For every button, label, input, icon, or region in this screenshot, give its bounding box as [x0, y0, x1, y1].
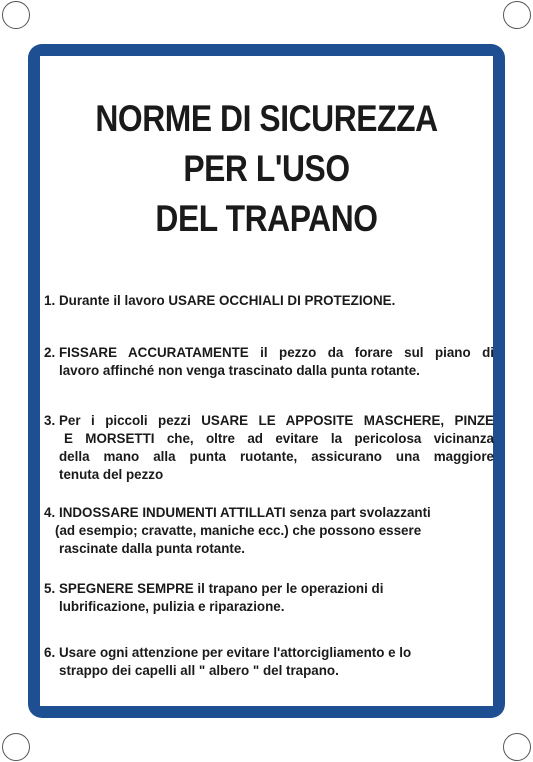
rule-number: 1. — [44, 293, 56, 308]
title-line-1: NORME DI SICUREZZA — [95, 98, 438, 139]
rule-text-line: SPEGNERE SEMPRE il trapano per le operazioni di — [59, 581, 384, 596]
mounting-hole-top-left — [2, 1, 30, 29]
rule-text-line: lubrificazione, pulizia e riparazione. — [59, 599, 285, 614]
rule-item-4 — [44, 504, 494, 558]
rule-number: 6. — [44, 645, 56, 660]
rule-item-1 — [44, 292, 494, 310]
rule-text-line: lavoro affinché non venga trascinato dalla punta rotante. — [59, 363, 420, 378]
rule-number: 2. — [44, 345, 56, 360]
mounting-hole-bottom-left — [2, 733, 30, 761]
rule-text-line: rascinate dalla punta rotante. — [59, 541, 246, 556]
rule-item-5 — [44, 580, 494, 616]
rule-text-line: strappo dei capelli all " albero " del trapano. — [59, 663, 339, 678]
rule-text-line: E MORSETTI che, oltre ad evitare la pericolosa vicinanza — [64, 431, 494, 446]
rule-text-line: FISSARE ACCURATAMENTE il pezzo da forare sul piano di — [59, 345, 494, 360]
title-line-2: PER L'USO — [183, 148, 350, 189]
sign-frame — [28, 44, 505, 718]
rule-item-6 — [44, 644, 494, 680]
rule-text-line: Durante il lavoro USARE OCCHIALI DI PROTEZIONE. — [59, 293, 396, 308]
rule-number: 5. — [44, 581, 56, 596]
title-line-3: DEL TRAPANO — [155, 198, 378, 239]
rule-number: 4. — [44, 505, 56, 520]
mounting-hole-bottom-right — [503, 733, 531, 761]
mounting-hole-top-right — [503, 1, 531, 29]
sign-title — [72, 94, 462, 244]
rule-item-2 — [44, 344, 494, 380]
rule-item-3 — [44, 412, 494, 484]
rule-text-line: Usare ogni attenzione per evitare l'attorcigliamento e lo — [59, 645, 412, 660]
rule-text-line: della mano alla punta ruotante, assicurano una maggiore — [59, 449, 494, 464]
rule-text-line: Per i piccoli pezzi USARE LE APPOSITE MASCHERE, PINZE — [59, 413, 494, 428]
sign-panel — [40, 56, 493, 706]
rule-text-line: (ad esempio; cravatte, maniche ecc.) che possono essere — [55, 523, 422, 538]
rule-number: 3. — [44, 413, 56, 428]
rule-text-line: INDOSSARE INDUMENTI ATTILLATI senza part svolazzanti — [59, 505, 431, 520]
rule-text-line: tenuta del pezzo — [59, 467, 164, 482]
